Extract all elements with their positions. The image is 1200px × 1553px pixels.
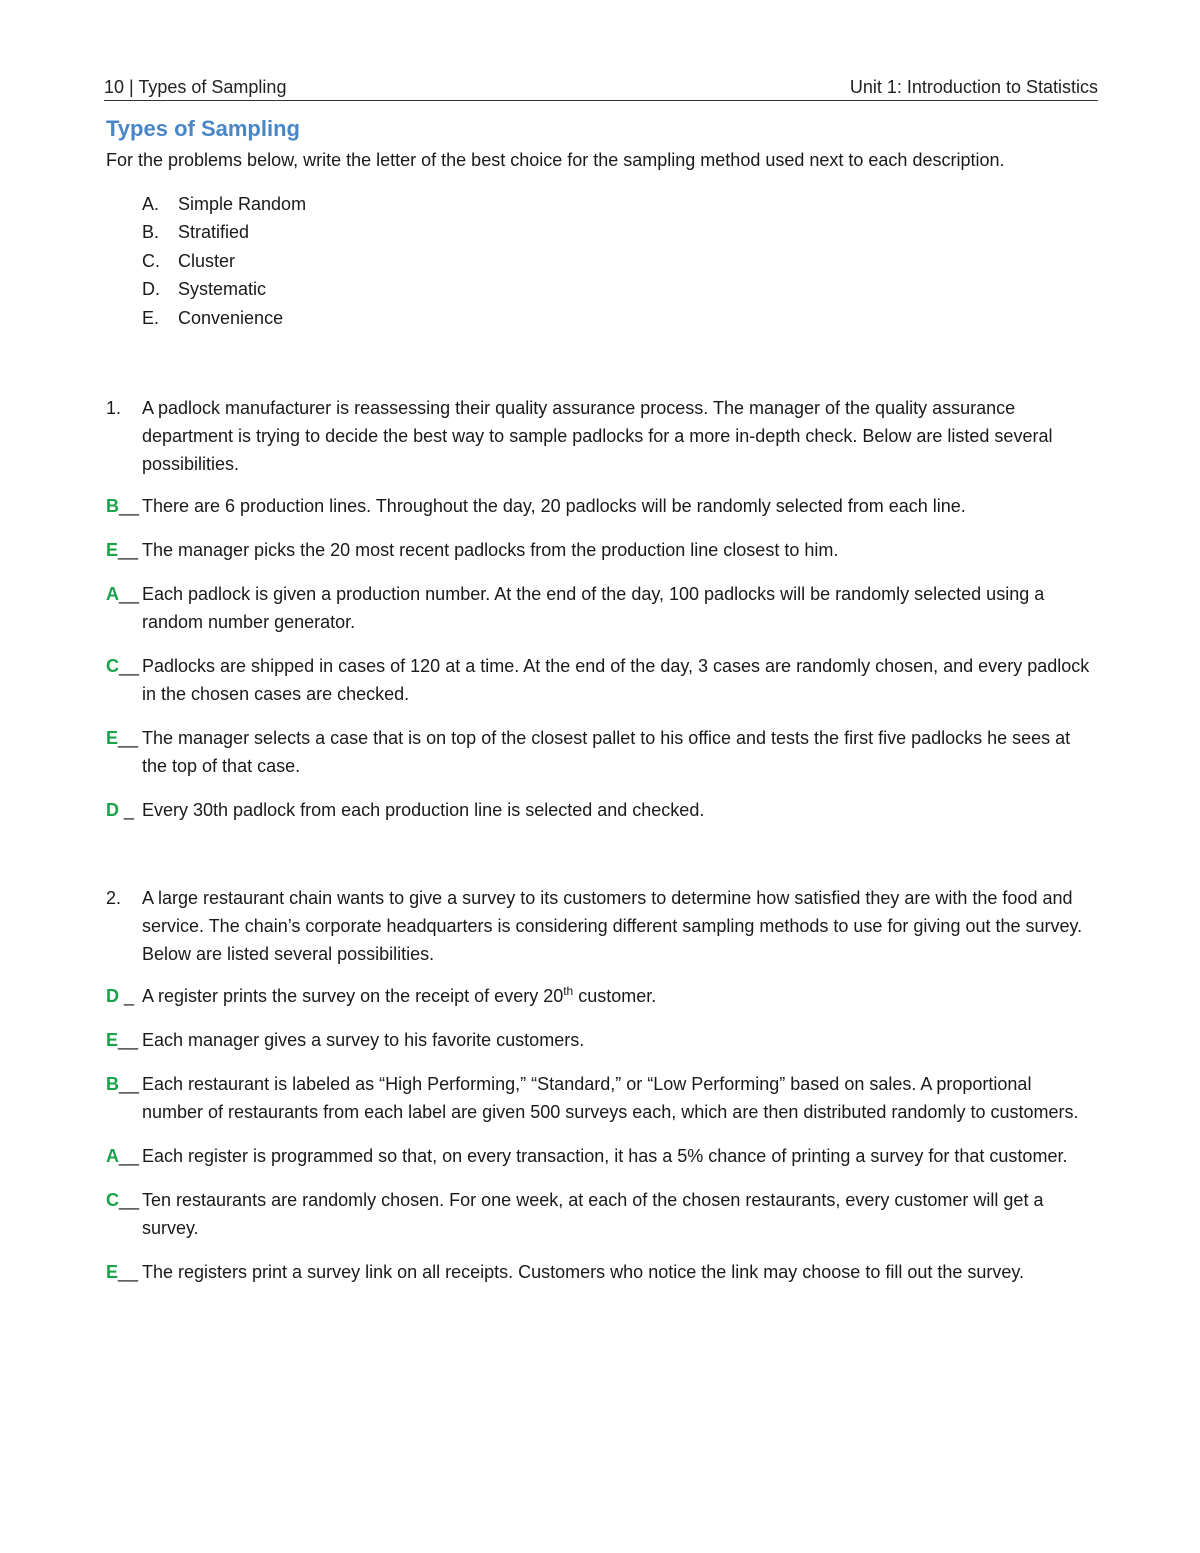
answer-blank[interactable] — [106, 580, 142, 636]
choice-letter: E. — [142, 307, 160, 328]
item-text: Every 30th padlock from each production line is selected and checked. — [142, 800, 705, 821]
answer-items — [106, 982, 1096, 1286]
answer-blank[interactable] — [106, 1186, 142, 1242]
blank-line: __ — [119, 584, 140, 605]
item-text: Each manager gives a survey to his favorite customers. — [142, 1030, 585, 1051]
blank-line: __ — [118, 728, 139, 749]
answer-items — [106, 492, 1096, 824]
question-text: A padlock manufacturer is reassessing their quality assurance process. The manager of the quality assurance department is trying to decide the best way to sample padlocks for a more in-depth check. Below are listed several possibilities. — [142, 398, 1053, 475]
item-text: Padlocks are shipped in cases of 120 at a time. At the end of the day, 3 cases are randomly chosen, and every padlock in the chosen cases are checked. — [142, 656, 1090, 705]
answer-item — [106, 724, 1096, 780]
choice-label: Simple Random — [178, 194, 307, 214]
answer-letter: E — [106, 1262, 119, 1283]
item-text — [142, 982, 1096, 1010]
item-text: Ten restaurants are randomly chosen. For one week, at each of the chosen restaurants, every customer will get a survey. — [142, 1190, 1044, 1239]
answer-item — [106, 536, 1096, 564]
choice-letter: C. — [142, 250, 160, 271]
blank-line: __ — [119, 656, 140, 677]
answer-item — [106, 580, 1096, 636]
item-text-before: A register prints the survey on the receipt of every 20 — [142, 986, 564, 1007]
question-2 — [106, 884, 1096, 1286]
choice-label: Systematic — [178, 279, 267, 300]
answer-blank[interactable] — [106, 1070, 142, 1126]
blank-line: _ — [119, 986, 135, 1007]
answer-item — [106, 1258, 1096, 1286]
answer-letter: A — [106, 584, 119, 605]
choice-label: Stratified — [178, 222, 250, 243]
blank-line: __ — [118, 540, 139, 561]
choice-item — [106, 218, 1096, 246]
instructions: For the problems below, write the letter of the best choice for the sampling method used next to each description. — [106, 150, 1005, 170]
answer-letter: D — [106, 986, 119, 1007]
answer-item — [106, 982, 1096, 1010]
blank-line: __ — [118, 1262, 139, 1283]
blank-line: __ — [119, 1190, 140, 1211]
answer-letter: E — [106, 728, 119, 749]
item-text: The registers print a survey link on all receipts. Customers who notice the link may choose to fill out the survey. — [142, 1262, 1025, 1283]
answer-letter: B — [106, 496, 119, 517]
blank-line: __ — [118, 1030, 139, 1051]
choice-list — [106, 190, 1096, 332]
answer-blank[interactable] — [106, 1142, 142, 1170]
answer-blank[interactable] — [106, 536, 142, 564]
answer-blank[interactable] — [106, 796, 142, 824]
question-prompt — [106, 394, 1096, 478]
answer-letter: C — [106, 1190, 119, 1211]
answer-item — [106, 1186, 1096, 1242]
question-text: A large restaurant chain wants to give a survey to its customers to determine how satisfied they are with the food and service. The chain’s corporate headquarters is considering different sampling methods to use for giving out the survey. Below are listed several possibilities. — [142, 888, 1083, 965]
choice-item — [106, 190, 1096, 218]
question-number: 1. — [106, 398, 122, 419]
item-text-after: customer. — [573, 986, 657, 1007]
page-content — [106, 114, 1096, 1302]
choice-letter: D. — [142, 279, 160, 300]
choice-letter: B. — [142, 222, 160, 243]
answer-blank[interactable] — [106, 492, 142, 520]
section-title: Types of Sampling — [106, 116, 300, 141]
choice-label: Cluster — [178, 250, 236, 271]
header-left: 10 | Types of Sampling — [104, 77, 287, 97]
answer-item — [106, 796, 1096, 824]
choice-item — [106, 275, 1096, 303]
ordinal-suffix: th — [563, 984, 574, 999]
choice-letter: A. — [142, 194, 160, 214]
item-text: Each restaurant is labeled as “High Performing,” “Standard,” or “Low Performing” based on sales. A proportional number of restaurants from each label are given 500 surveys each, which are then distributed randomly to customers. — [142, 1074, 1079, 1123]
answer-letter: D — [106, 800, 119, 821]
header-right: Unit 1: Introduction to Statistics — [849, 77, 1098, 97]
item-text: The manager picks the 20 most recent padlocks from the production line closest to him. — [142, 540, 839, 561]
answer-item — [106, 652, 1096, 708]
answer-item — [106, 1070, 1096, 1126]
answer-letter: E — [106, 540, 119, 561]
answer-blank[interactable] — [106, 1258, 142, 1286]
choice-label: Convenience — [178, 307, 284, 328]
blank-line: __ — [119, 496, 140, 517]
item-text: Each register is programmed so that, on every transaction, it has a 5% chance of printing a survey for that customer. — [142, 1146, 1068, 1167]
item-text: There are 6 production lines. Throughout the day, 20 padlocks will be randomly selected from each line. — [142, 496, 966, 517]
answer-blank[interactable] — [106, 652, 142, 708]
choice-item — [106, 247, 1096, 275]
answer-item — [106, 492, 1096, 520]
choice-item — [106, 304, 1096, 332]
question-number: 2. — [106, 888, 122, 909]
answer-letter: C — [106, 656, 119, 677]
answer-letter: A — [106, 1146, 119, 1167]
answer-item — [106, 1026, 1096, 1054]
item-text: Each padlock is given a production number. At the end of the day, 100 padlocks will be randomly selected using a random number generator. — [142, 584, 1045, 633]
answer-letter: B — [106, 1074, 119, 1095]
answer-blank[interactable] — [106, 982, 142, 1010]
answer-letter: E — [106, 1030, 119, 1051]
blank-line: __ — [119, 1074, 140, 1095]
question-prompt — [106, 884, 1096, 968]
blank-line: __ — [119, 1146, 140, 1167]
answer-blank[interactable] — [106, 1026, 142, 1054]
blank-line: _ — [119, 800, 135, 821]
answer-item — [106, 1142, 1096, 1170]
item-text: The manager selects a case that is on top of the closest pallet to his office and tests the first five padlocks he sees at the top of that case. — [142, 728, 1071, 777]
page-header — [104, 72, 1098, 101]
question-1 — [106, 394, 1096, 824]
answer-blank[interactable] — [106, 724, 142, 780]
